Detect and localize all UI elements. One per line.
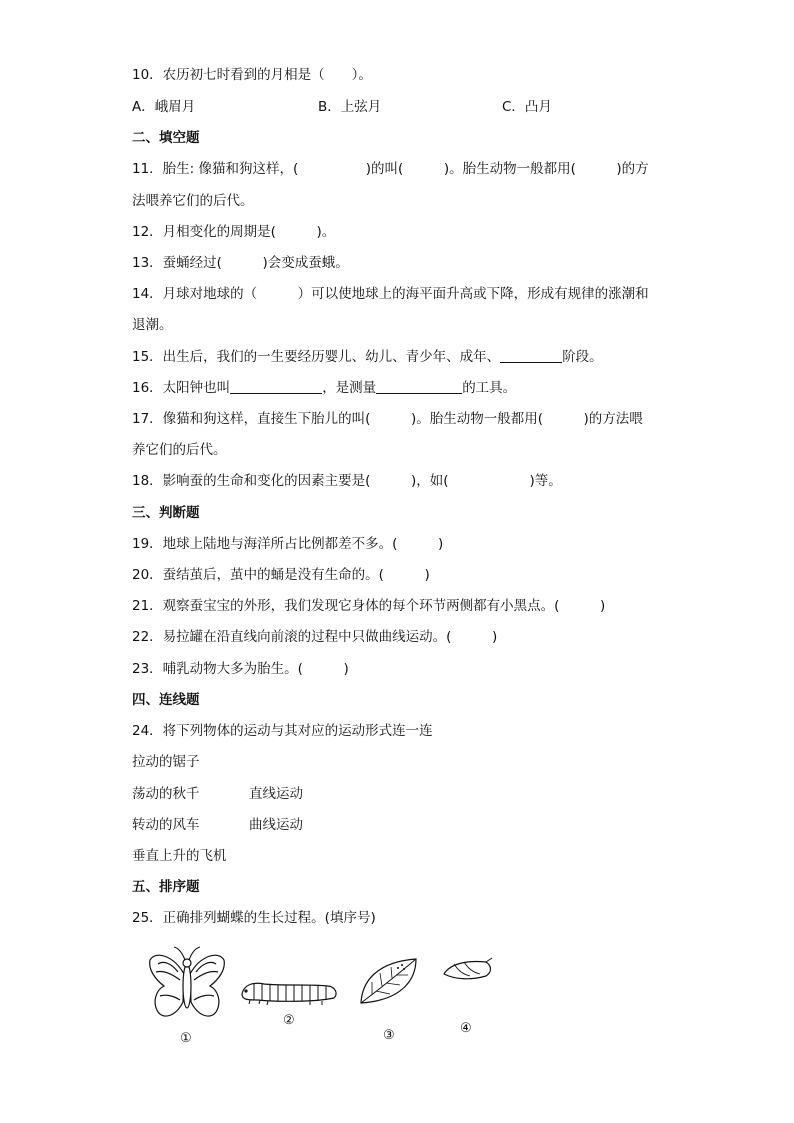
section-heading-ordering: 五、排序题 <box>132 879 200 895</box>
chrysalis-illustration <box>440 956 496 982</box>
q11-line1: 11．胎生: 像猫和狗这样，( )的叫( )。胎生动物一般都用( )的方 <box>132 161 649 177</box>
section-heading-true-false: 三、判断题 <box>132 505 200 521</box>
q13: 13．蚕蛹经过( )会变成蚕蛾。 <box>132 255 349 271</box>
figure-label: ③ <box>383 1028 395 1043</box>
q15-blank[interactable] <box>500 348 562 363</box>
q16-blank-2[interactable] <box>376 379 462 394</box>
q16-blank-1[interactable] <box>230 379 322 394</box>
q24-left-item[interactable]: 荡动的秋千 <box>132 786 200 802</box>
section-heading-fill-in: 二、填空题 <box>132 130 200 146</box>
q14-line1: 14．月球对地球的（ ）可以使地球上的海平面升高或下降，形成有规律的涨潮和 <box>132 286 649 302</box>
q10-stem: 10．农历初七时看到的月相是（ ）。 <box>132 67 372 83</box>
q22: 22．易拉罐在沿直线向前滚的过程中只做曲线运动。( ) <box>132 629 498 645</box>
leaf-with-eggs-illustration <box>358 956 422 1006</box>
q23: 23．哺乳动物大多为胎生。( ) <box>132 661 349 677</box>
caterpillar-illustration <box>238 972 340 1006</box>
butterfly-illustration <box>146 946 228 1030</box>
q24-right-item[interactable]: 曲线运动 <box>249 817 303 833</box>
q20: 20．蚕结茧后，茧中的蛹是没有生命的。( ) <box>132 567 430 583</box>
q14-line2: 退潮。 <box>132 317 173 333</box>
figure-label: ② <box>283 1013 295 1028</box>
q24-left-item[interactable]: 拉动的锯子 <box>132 754 200 770</box>
q17-line2: 养它们的后代。 <box>132 442 227 458</box>
q10-option-c: C．凸月 <box>502 99 552 115</box>
q16-suffix: 的工具。 <box>462 380 517 396</box>
q17-line1: 17．像猫和狗这样，直接生下胎儿的叫( )。胎生动物一般都用( )的方法喂 <box>132 411 643 427</box>
q18: 18．影响蚕的生命和变化的因素主要是( )，如( )等。 <box>132 473 562 489</box>
q16-text: 16．太阳钟也叫 <box>132 380 231 396</box>
q10-option-b: B．上弦月 <box>318 99 382 115</box>
q19: 19．地球上陆地与海洋所占比例都差不多。( ) <box>132 536 444 552</box>
q24-right-item[interactable]: 直线运动 <box>249 786 303 802</box>
q16-middle: ，是测量 <box>322 380 377 396</box>
q16 <box>132 379 516 397</box>
q24-left-item[interactable]: 垂直上升的飞机 <box>132 848 227 864</box>
section-heading-matching: 四、连线题 <box>132 692 200 708</box>
q24-stem: 24．将下列物体的运动与其对应的运动形式连一连 <box>132 723 433 739</box>
q15-text: 15．出生后，我们的一生要经历婴儿、幼儿、青少年、成年、 <box>132 349 501 365</box>
q15-suffix: 阶段。 <box>562 349 603 365</box>
figure-label: ④ <box>460 1021 472 1036</box>
q21: 21．观察蚕宝宝的外形，我们发现它身体的每个环节两侧都有小黑点。( ) <box>132 598 606 614</box>
q11-line2: 法喂养它们的后代。 <box>132 193 254 209</box>
q12: 12．月相变化的周期是( )。 <box>132 224 336 240</box>
q10-option-a: A．峨眉月 <box>132 99 196 115</box>
q24-left-item[interactable]: 转动的风车 <box>132 817 200 833</box>
q15 <box>132 348 603 366</box>
figure-label: ① <box>180 1031 192 1046</box>
q25-stem: 25．正确排列蝴蝶的生长过程。(填序号) <box>132 910 376 926</box>
